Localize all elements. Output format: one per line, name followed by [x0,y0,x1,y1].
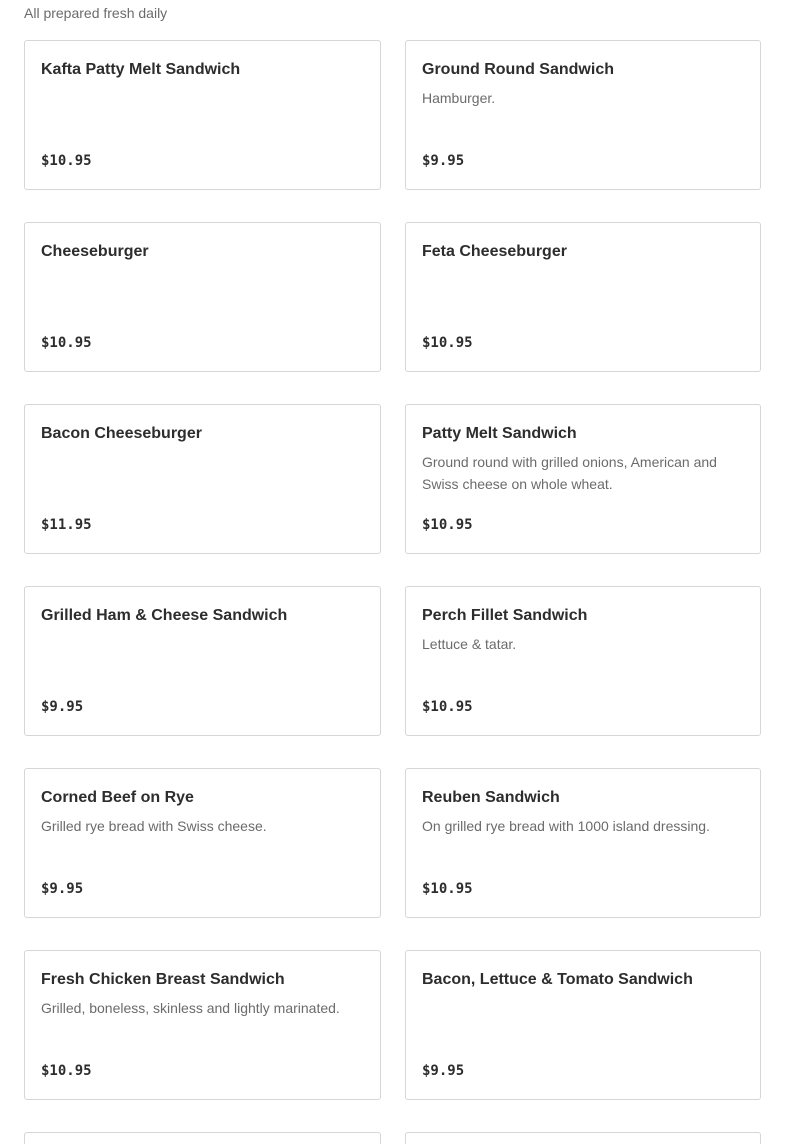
menu-item-card-partial[interactable] [24,1132,381,1144]
menu-item-description: Lettuce & tatar. [422,636,517,652]
menu-item-card[interactable] [24,404,381,554]
menu-item-name: Bacon Cheeseburger [41,425,202,442]
menu-item-name: Perch Fillet Sandwich [422,607,588,624]
menu-item-price: $10.95 [41,1063,92,1079]
menu-item-price: $9.95 [422,1063,465,1079]
menu-item-card[interactable] [405,404,761,554]
menu-item-card[interactable] [405,950,761,1100]
menu-item-price: $9.95 [41,699,84,715]
menu-item-price: $11.95 [41,517,92,533]
menu-item-card[interactable] [405,768,761,918]
menu-item-description: Grilled rye bread with Swiss cheese. [41,818,267,834]
menu-item-name: Fresh Chicken Breast Sandwich [41,971,285,988]
menu-item-card-partial[interactable] [405,1132,761,1144]
menu-item-name: Ground Round Sandwich [422,61,614,78]
menu-item-card[interactable] [24,586,381,736]
menu-item-description: Hamburger. [422,90,496,106]
menu-item-price: $9.95 [422,153,465,169]
menu-item-price: $10.95 [41,153,92,169]
menu-item-price: $10.95 [41,335,92,351]
menu-item-card[interactable] [24,768,381,918]
menu-item-card[interactable] [24,222,381,372]
menu-item-card[interactable] [405,40,761,190]
menu-item-name: Bacon, Lettuce & Tomato Sandwich [422,971,693,988]
menu-item-card[interactable] [24,40,381,190]
section-subtitle: All prepared fresh daily [24,5,168,21]
menu-item-name: Kafta Patty Melt Sandwich [41,61,241,78]
menu-item-name: Grilled Ham & Cheese Sandwich [41,607,288,624]
menu-item-description: Grilled, boneless, skinless and lightly marinated. [41,1000,340,1016]
menu-item-name: Reuben Sandwich [422,789,560,806]
menu-item-price: $9.95 [41,881,84,897]
menu-item-description: Ground round with grilled onions, American and Swiss cheese on whole wheat. [422,454,717,492]
menu-items-grid [24,40,761,1144]
menu-item-card[interactable] [405,586,761,736]
menu-item-card[interactable] [24,950,381,1100]
menu-item-price: $10.95 [422,699,473,715]
menu-item-description: On grilled rye bread with 1000 island dressing. [422,818,710,834]
menu-item-name: Patty Melt Sandwich [422,425,577,442]
menu-item-name: Cheeseburger [41,243,149,260]
menu-item-price: $10.95 [422,517,473,533]
menu-item-price: $10.95 [422,335,473,351]
menu-item-name: Feta Cheeseburger [422,243,567,260]
menu-item-card[interactable] [405,222,761,372]
menu-item-name: Corned Beef on Rye [41,789,194,806]
menu-item-price: $10.95 [422,881,473,897]
